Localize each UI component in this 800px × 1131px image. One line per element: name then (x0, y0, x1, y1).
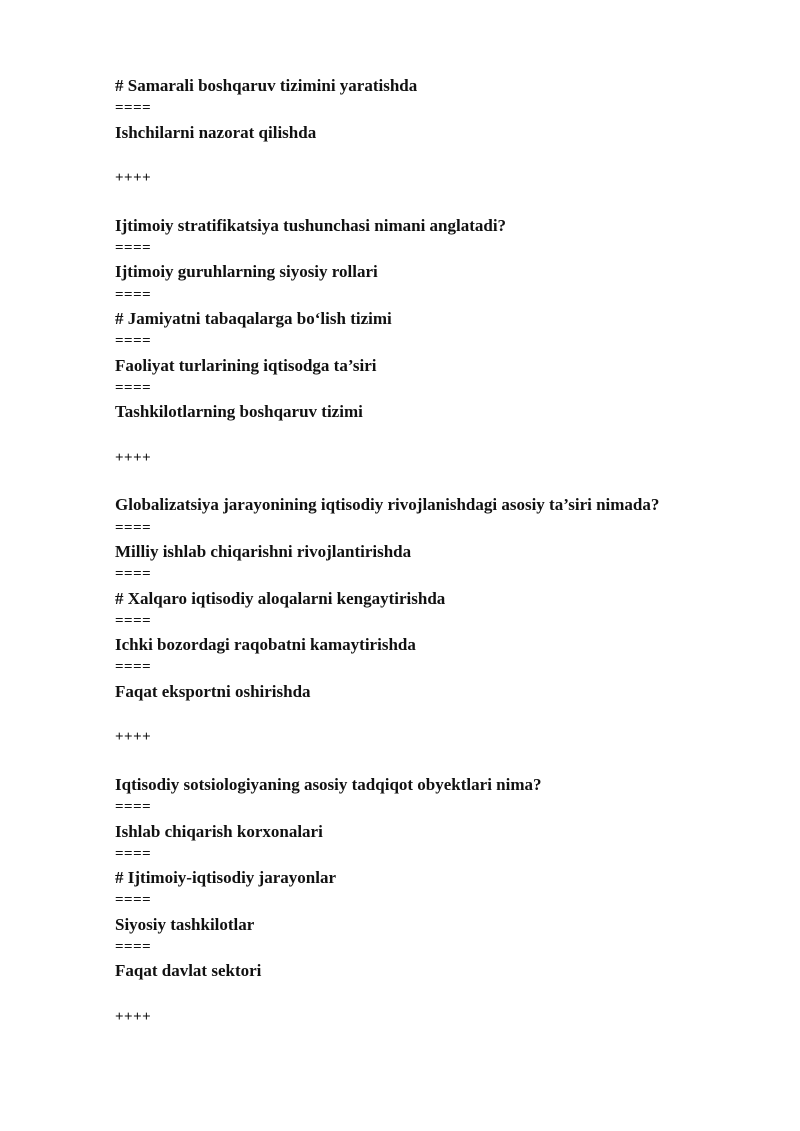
answer-option: Milliy ishlab chiqarishni rivojlantirishda (115, 541, 412, 561)
answer-option: # Jamiyatni tabaqalarga bo‘lish tizimi (115, 308, 392, 328)
separator: ==== (115, 333, 152, 350)
separator: ==== (115, 659, 152, 676)
blank-line (115, 190, 775, 213)
answer-option: Siyosiy tashkilotlar (115, 914, 255, 934)
question-block (115, 470, 775, 750)
separator: ==== (115, 100, 152, 117)
block-end-marker: ++++ (115, 170, 152, 187)
separator: ==== (115, 938, 152, 955)
separator: ==== (115, 892, 152, 909)
blank-line (115, 983, 775, 1006)
separator: ==== (115, 379, 152, 396)
answer-option: # Samarali boshqaruv tizimini yaratishda (115, 76, 418, 95)
answer-option: Ishchilarni nazorat qilishda (115, 122, 317, 142)
answer-option: Faoliyat turlarining iqtisodga ta’siri (115, 355, 377, 375)
block-end-marker: ++++ (115, 729, 152, 746)
separator: ==== (115, 240, 152, 257)
answer-option: # Ijtimoiy-iqtisodiy jarayonlar (115, 868, 336, 888)
question-text: Iqtisodiy sotsiologiyaning asosiy tadqiqot obyektlari nima? (115, 774, 542, 794)
answer-option: Ishlab chiqarish korxonalari (115, 821, 323, 841)
separator: ==== (115, 286, 152, 303)
question-text: Globalizatsiya jarayonining iqtisodiy rivojlanishdagi asosiy ta’siri nimada? (115, 495, 660, 515)
blank-line (115, 470, 775, 493)
document-page (115, 74, 775, 1029)
answer-option: # Xalqaro iqtisodiy aloqalarni kengaytirishda (115, 588, 446, 608)
answer-option: Faqat eksportni oshirishda (115, 681, 311, 701)
blank-line (115, 144, 775, 167)
question-text: Ijtimoiy stratifikatsiya tushunchasi nimani anglatadi? (115, 215, 507, 235)
question-block (115, 74, 775, 190)
blank-line (115, 703, 775, 726)
answer-option: Tashkilotlarning boshqaruv tizimi (115, 402, 363, 422)
answer-option: Faqat davlat sektori (115, 961, 262, 981)
answer-option: Ijtimoiy guruhlarning siyosiy rollari (115, 262, 378, 282)
block-end-marker: ++++ (115, 449, 152, 466)
separator: ==== (115, 519, 152, 536)
question-block (115, 190, 775, 470)
separator: ==== (115, 799, 152, 816)
separator: ==== (115, 845, 152, 862)
blank-line (115, 423, 775, 446)
block-end-marker: ++++ (115, 1008, 152, 1025)
blank-line (115, 750, 775, 773)
separator: ==== (115, 566, 152, 583)
answer-option: Ichki bozordagi raqobatni kamaytirishda (115, 635, 416, 655)
separator: ==== (115, 612, 152, 629)
question-block (115, 750, 775, 1030)
